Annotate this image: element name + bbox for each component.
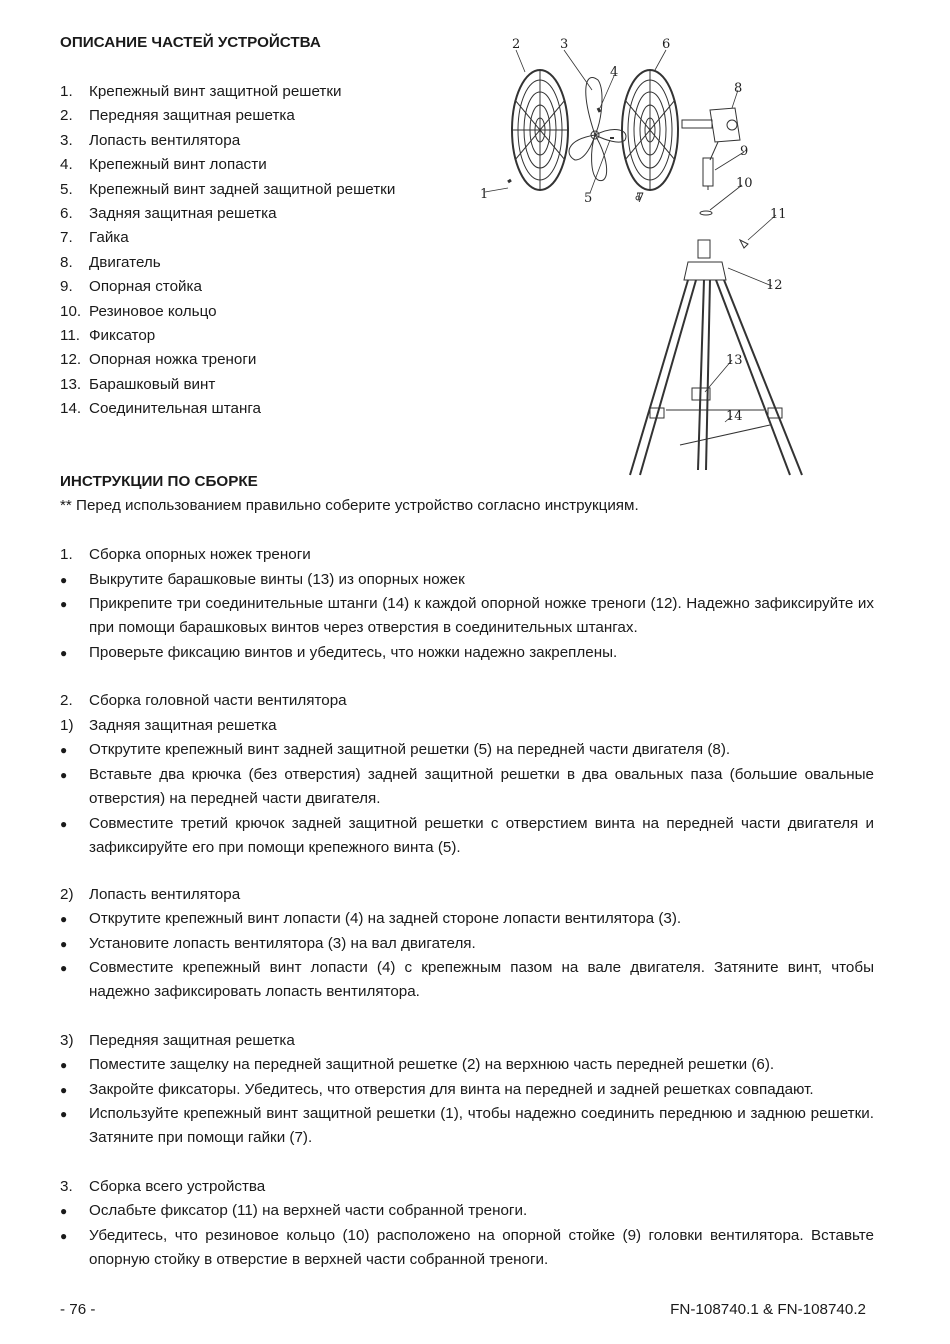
item-text: Двигатель [89, 253, 161, 271]
fan-blade-drawing [569, 77, 626, 180]
item-text: Совместите крепежный винт лопасти (4) с крепежным пазом на вале двигателя. Затяните винт, чтобы надежно зафиксировать лопасть вентилятора. [89, 959, 874, 1001]
step-title: Задняя защитная решетка [89, 717, 277, 734]
parts-list-item [60, 373, 395, 397]
item-text: Открутите крепежный винт лопасти (4) на задней стороне лопасти вентилятора (3). [89, 910, 682, 927]
item-number: 12. [60, 351, 82, 369]
item-number: 13. [60, 375, 82, 393]
item-text: Крепежный винт защитной решетки [89, 83, 342, 100]
item-text: Лопасть вентилятора [89, 131, 241, 149]
label-6: 6 [662, 37, 671, 52]
item-number: 3. [60, 131, 73, 149]
step-number: 2) [60, 886, 74, 903]
item-text: Опорная стойка [89, 278, 202, 296]
label-1: 1 [480, 187, 489, 202]
bullet-icon: ● [60, 1229, 68, 1243]
bullet-icon: ● [60, 1204, 68, 1218]
list-item [60, 738, 874, 762]
step-number: 3. [60, 1178, 73, 1195]
step-number: 3) [60, 1032, 74, 1049]
item-text: Соединительная штанга [89, 400, 261, 418]
list-item [60, 1199, 874, 1223]
item-number: 9. [60, 278, 73, 296]
bullet-icon: ● [60, 1058, 68, 1072]
item-text: Открутите крепежный винт задней защитной решетки (5) на передней части двигателя (8). [89, 741, 731, 758]
item-text: Резиновое кольцо [89, 302, 217, 320]
item-number: 11. [60, 326, 80, 344]
bullet-icon: ● [60, 646, 68, 660]
step-number: 1) [60, 717, 74, 734]
parts-list-item [60, 275, 395, 299]
parts-list-item [60, 80, 395, 104]
bullet-icon: ● [60, 573, 68, 587]
label-7: 7 [636, 191, 645, 206]
item-number: 8. [60, 253, 73, 271]
item-number: 5. [60, 180, 73, 198]
item-number: 14. [60, 400, 82, 418]
step-number: 2. [60, 692, 73, 709]
label-4: 4 [610, 65, 619, 80]
motor-drawing [682, 108, 740, 190]
item-text: Закройте фиксаторы. Убедитесь, что отверстия для винта на передней и задней решетках совпадают. [89, 1081, 814, 1098]
label-2: 2 [512, 37, 521, 52]
item-text: Используйте крепежный винт защитной решетки (1), чтобы надежно соединить переднюю и заднюю решетки. Затяните при помощи гайки (7). [89, 1105, 874, 1147]
parts-list-item [60, 129, 395, 153]
label-10: 10 [736, 176, 753, 191]
list-item [60, 592, 874, 641]
label-5: 5 [584, 191, 593, 206]
step-number: 1. [60, 546, 73, 563]
parts-list-item [60, 300, 395, 324]
list-item [60, 907, 874, 931]
label-3: 3 [560, 37, 569, 52]
list-item [60, 641, 874, 665]
step-3-title [60, 1175, 874, 1199]
item-text: Убедитесь, что резиновое кольцо (10) расположено на опорной стойке (9) головки вентилятора. Вставьте опорную стойку в отверстие в верхней части собранной треноги. [89, 1227, 874, 1269]
label-8: 8 [734, 81, 743, 96]
parts-list-item [60, 178, 395, 202]
list-item [60, 1102, 874, 1151]
item-text: Задняя защитная решетка [89, 204, 277, 222]
bullet-icon: ● [60, 597, 68, 611]
item-text: Передняя защитная решетка [89, 107, 295, 125]
item-text: Крепежный винт задней защитной решетки [89, 180, 396, 198]
bullet-icon: ● [60, 743, 68, 757]
step-title: Сборка всего устройства [89, 1178, 266, 1195]
item-text: Прикрепите три соединительные штанги (14) к каждой опорной ножке треноги (12). Надежно зафиксируйте их при помощи барашковых винтов через отверстия в соединительных штангах. [89, 595, 874, 637]
assembly-intro: ** Перед использованием правильно соберите устройство согласно инструкциям. [60, 497, 639, 514]
list-item [60, 812, 874, 861]
step-title: Передняя защитная решетка [89, 1032, 295, 1049]
parts-list-item [60, 226, 395, 250]
parts-list [60, 80, 395, 421]
item-text: Поместите защелку на передней защитной решетке (2) на верхнюю часть передней решетки (6). [89, 1056, 775, 1073]
parts-list-item [60, 251, 395, 275]
front-grille-drawing [512, 70, 568, 190]
bullet-icon: ● [60, 1107, 68, 1121]
item-number: 10. [60, 302, 82, 320]
item-number: 4. [60, 156, 73, 174]
item-text: Опорная ножка треноги [89, 351, 257, 369]
item-number: 1. [60, 83, 73, 100]
parts-list-item [60, 348, 395, 372]
assembly-heading: ИНСТРУКЦИИ ПО СБОРКЕ [60, 473, 258, 490]
item-number: 7. [60, 229, 73, 247]
item-text: Барашковый винт [89, 375, 216, 393]
item-text: Ослабьте фиксатор (11) на верхней части собранной треноги. [89, 1202, 528, 1219]
substep-2-title [60, 883, 874, 907]
label-13: 13 [726, 353, 743, 368]
item-text: Вставьте два крючка (без отверстия) задней защитной решетки в два овальных паза (большие овальные отверстия) на передней части двигателя. [89, 766, 874, 808]
page-number: - 76 - [60, 1301, 96, 1318]
exploded-view-diagram [470, 30, 880, 485]
list-item [60, 1053, 874, 1077]
bullet-icon: ● [60, 817, 68, 831]
model-number: FN-108740.1 & FN-108740.2 [670, 1301, 866, 1318]
parts-list-item [60, 104, 395, 128]
parts-list-item [60, 202, 395, 226]
list-item [60, 568, 874, 592]
label-12: 12 [766, 278, 783, 293]
tripod-drawing [630, 240, 802, 475]
label-9: 9 [740, 144, 749, 159]
item-text: Установите лопасть вентилятора (3) на вал двигателя. [89, 935, 476, 952]
step-2-title [60, 689, 874, 713]
item-text: Гайка [89, 229, 129, 247]
parts-list-item [60, 397, 395, 421]
substep-1-title [60, 714, 874, 738]
substep-3-title [60, 1029, 874, 1053]
item-number: 6. [60, 204, 73, 222]
label-11: 11 [770, 207, 787, 222]
list-item [60, 956, 874, 1005]
item-text: Крепежный винт лопасти [89, 156, 267, 174]
bullet-icon: ● [60, 768, 68, 782]
bullet-icon: ● [60, 912, 68, 926]
label-14: 14 [726, 409, 743, 424]
step-title: Лопасть вентилятора [89, 886, 241, 903]
step-title: Сборка опорных ножек треноги [89, 546, 311, 563]
rear-grille-drawing [622, 70, 678, 190]
parts-heading: ОПИСАНИЕ ЧАСТЕЙ УСТРОЙСТВА [60, 34, 321, 51]
item-text: Проверьте фиксацию винтов и убедитесь, что ножки надежно закреплены. [89, 644, 618, 661]
list-item [60, 932, 874, 956]
step-title: Сборка головной части вентилятора [89, 692, 347, 709]
list-item [60, 1078, 874, 1102]
item-text: Фиксатор [89, 326, 156, 344]
bullet-icon: ● [60, 937, 68, 951]
bullet-icon: ● [60, 961, 68, 975]
list-item [60, 763, 874, 812]
item-text: Совместите третий крючок задней защитной решетки с отверстием винта на передней части двигателя и зафиксируйте его при помощи крепежного винта (5). [89, 815, 874, 857]
bullet-icon: ● [60, 1083, 68, 1097]
item-text: Выкрутите барашковые винты (13) из опорных ножек [89, 571, 465, 588]
list-item [60, 1224, 874, 1273]
item-number: 2. [60, 107, 73, 125]
step-1-title [60, 543, 874, 567]
parts-list-item [60, 153, 395, 177]
parts-list-item [60, 324, 395, 348]
